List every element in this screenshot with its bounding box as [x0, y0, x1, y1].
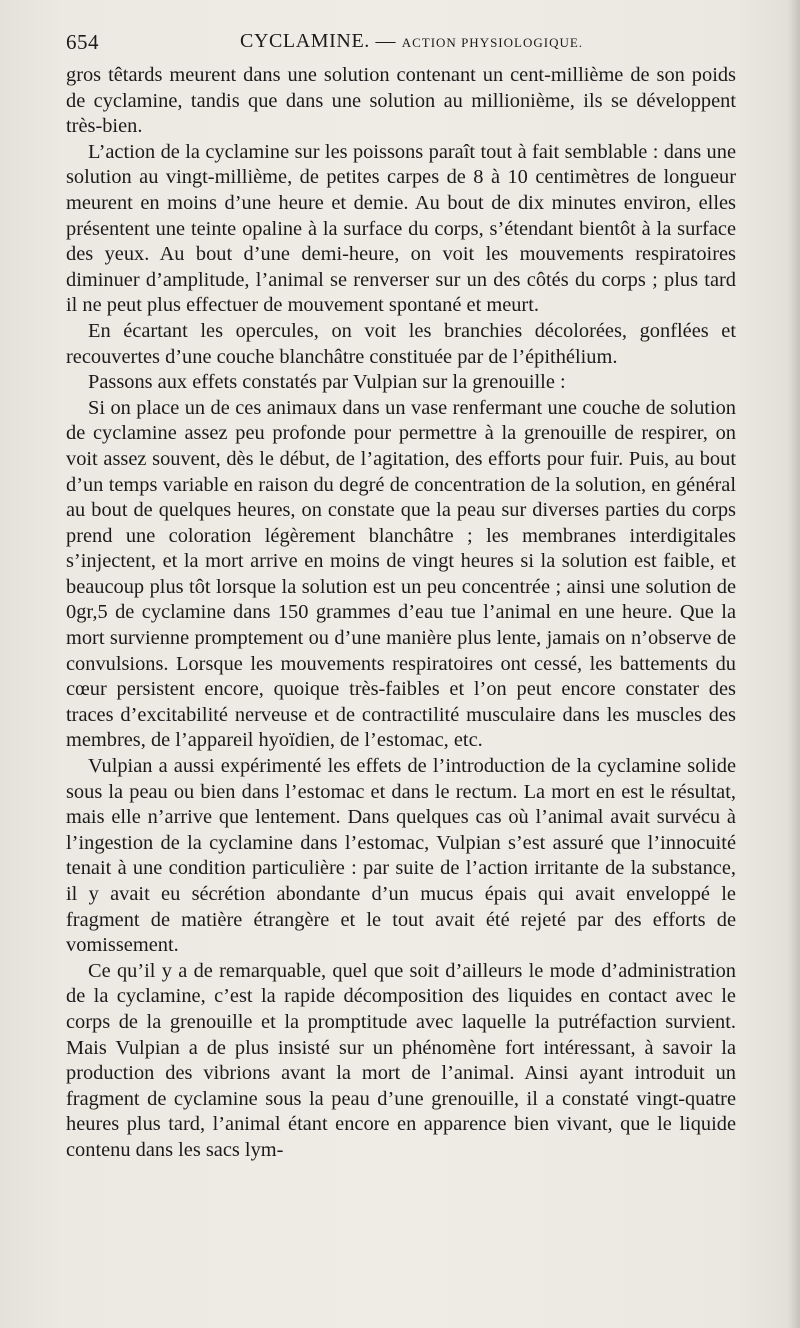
paragraph: Passons aux effets constatés par Vulpian sur la grenouille :: [88, 371, 566, 394]
running-head: [240, 30, 583, 53]
paragraph: Ce qu’il y a de remarquable, quel que soit d’ailleurs le mode d’administration de la cyclamine, c’est la rapide décomposition des liquides en contact avec le corps de la grenouille et la promptitude avec laquelle la putréfaction survient. Mais Vulpian a de plus insisté sur un phénomène fort intéressant, à savoir la production des vibrions avant la mort de l’animal. Ainsi ayant introduit un fragment de cyclamine sous la peau d’une grenouille, il a constaté vingt-quatre heures plus tard, l’animal étant encore en apparence bien vivant, que le liquide contenu dans les sacs lym-: [66, 959, 736, 1161]
paragraph: L’action de la cyclamine sur les poissons paraît tout à fait semblable : dans une solution au vingt-millième, de petites carpes de 8 à 10 centimètres de longueur meurent en moins d’une heure et demie. Au bout de dix minutes environ, elles présentent une teinte opaline à la surface du corps, s’étendant bientôt à la surface des yeux. Au bout d’une demi-heure, on voit les mouvements respiratoires diminuer d’amplitude, l’animal se renverser sur un des côtés du corps ; plus tard il ne peut plus effectuer de mouvement spontané et meurt.: [66, 140, 736, 317]
body-text: [66, 63, 736, 1164]
paragraph: Si on place un de ces animaux dans un vase renfermant une couche de solution de cyclamine assez peu profonde pour permettre à la grenouille de respirer, on voit assez souvent, dès le début, de l’agitation, des efforts pour fuir. Puis, au bout d’un temps variable en raison du degré de concentration de la solution, en général au bout de quelques heures, on constate que la peau sur diverses parties du corps prend une coloration légèrement blanchâtre ; les membranes interdigitales s’injectent, et la mort arrive en moins de vingt heures si la solution est faible, et beaucoup plus tôt lorsque la solution est un peu concentrée ; ainsi une solution de 0gr,5 de cyclamine dans 150 grammes d’eau tue l’animal en une heure. Que la mort survienne promptement ou d’une manière plus lente, jamais on n’observe de convulsions. Lorsque les mouvements respiratoires ont cessé, les battements du cœur persistent encore, quoique très-faibles et l’on peut encore constater des traces d’excitabilité nerveuse et de contractilité musculaire dans les muscles des membres, de l’appareil hyoïdien, de l’estomac, etc.: [66, 396, 736, 752]
page-edge-shadow: [788, 0, 800, 1328]
running-head-subtitle: ACTION PHYSIOLOGIQUE.: [401, 35, 584, 50]
page-header: [66, 30, 762, 60]
paragraph: Vulpian a aussi expérimenté les effets de l’introduction de la cyclamine solide sous la peau ou bien dans l’estomac et dans le rectum. La mort en est le résultat, mais elle n’arrive que lentement. Dans quelques cas où l’animal avait survécu à l’ingestion de la cyclamine dans l’estomac, Vulpian s’est assuré que l’innocuité tenait à une condition particulière : par suite de l’action irritante de la substance, il y avait eu sécrétion abondante d’un mucus épais qui avait enveloppé le fragment de matière étrangère et le tout avait été rejeté par des efforts de vomissement.: [66, 755, 736, 957]
paragraph: En écartant les opercules, on voit les branchies décolorées, gonflées et recouvertes d’une couche blanchâtre constituée par de l’épithélium.: [66, 319, 736, 368]
page-number: 654: [66, 30, 99, 54]
running-head-separator: —: [375, 30, 397, 52]
paragraph: gros têtards meurent dans une solution contenant un cent-millième de son poids de cyclamine, tandis que dans une solution au millionième, ils se développent très-bien.: [66, 64, 736, 138]
running-head-title: CYCLAMINE.: [240, 30, 370, 52]
